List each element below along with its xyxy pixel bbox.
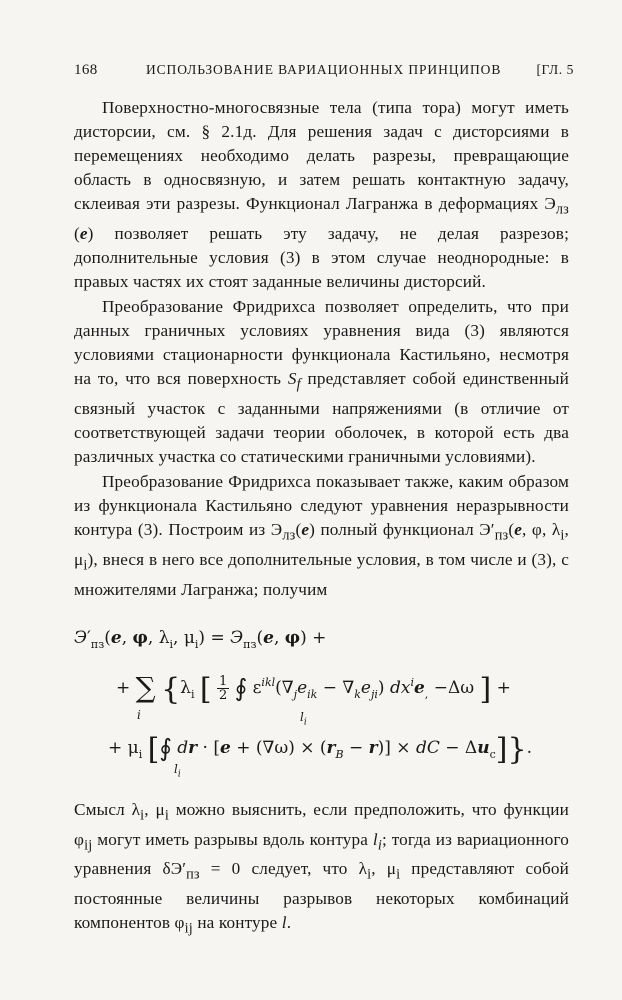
formula-line-2: + ∑ {$\lambda_i$ [ $\frac{1}{2}$ ∮ $\varepsilon^{ikl}(\nabla_je_{ik} - \nabla_ke_{ji})$ $dx^ie_, -\Delta\omega$ ] + bbox=[116, 671, 511, 707]
contour-index: $l_i$ bbox=[300, 710, 307, 728]
paragraph-3: Преобразование Фридрихса показывает также, каким образом из функционала Кастильяно следуют уравнения неразрывности контура (3). Построим из $Э_{лз}(e)$ полный функционал $Э'_{пз}(e$, φ, $\lambda_i$, $\mu_i$), внеся в него все дополнительные условия, в том числе и (3), с множителями Лагранжа; получим bbox=[74, 472, 569, 599]
chapter-label: [ГЛ. 5 bbox=[536, 62, 574, 77]
paragraph-1: Поверхностно-многосвязные тела (типа тора) могут иметь дисторсии, см. § 2.1д. Для решения задач с дисторсиями в перемещениях необходимо делать разрезы, превращающие область в односвязную, и затем решать контактную задачу, склеивая эти разрезы. Функционал Лагранжа в деформациях $Э_{лз}$ (e) позволяет решать эту задачу, не делая разрезов; дополнительные условия (3) в этом случае неоднородные: в правых частях их стоят заданные величины дисторсий. bbox=[74, 98, 569, 292]
sum-index: i bbox=[137, 708, 141, 722]
contour-index-2: $l_i$ bbox=[174, 762, 181, 780]
running-title: ИСПОЛЬЗОВАНИЕ ВАРИАЦИОННЫХ ПРИНЦИПОВ bbox=[146, 62, 502, 77]
paragraph-4: Смысл $\lambda_i$, $\mu_i$ можно выяснить, если предположить, что функции $\varphi_{ij}$ могут иметь разрывы вдоль контура $l_i$; тогда из вариационного уравнения $\delta Э'_{пз} = 0$ следует, что $\lambda_i$, $\mu_i$ представляют собой постоянные величины разрывов некоторых комбинаций компонентов $\varphi_{ij}$ на контуре l. bbox=[74, 800, 570, 937]
paragraph-2: Преобразование Фридрихса позволяет определить, что при данных граничных условиях уравнения вида (3) являются условиями стационарности функционала Кастильяно, несмотря на то, что вся поверхность $S_f$ представляет собой единственный связный участок с заданными напряжениями (в отличие от соответствующей задачи теории оболочек, в которой есть два различных участка со статическими граничными условиями). bbox=[74, 297, 569, 467]
formula-line-3: + $\mu_i$ [∮ dr · $[e + (\nabla\omega) \times (r_B - r)]$ × dC − $\Delta u_c$]}. bbox=[108, 732, 532, 767]
closing-text bbox=[74, 798, 569, 940]
display-formula bbox=[74, 620, 574, 780]
page-number: 168 bbox=[74, 62, 98, 78]
main-text bbox=[74, 96, 569, 602]
formula-line-1: $Э'_{пз}(e$, φ, $\lambda_i$, $\mu_i) = Э_{пз}(e$, φ) + bbox=[74, 628, 327, 651]
page-header bbox=[74, 62, 574, 86]
